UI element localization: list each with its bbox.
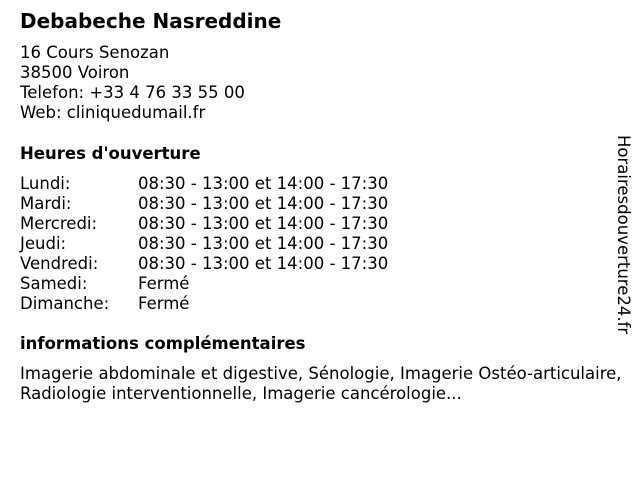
day-label: Samedi: bbox=[20, 274, 88, 293]
hours-heading: Heures d'ouverture bbox=[20, 144, 201, 163]
day-hours: Fermé bbox=[138, 294, 190, 313]
additional-info-text: Imagerie abdominale et digestive, Sénologie, Imagerie Ostéo-articulaire, Radiologie interventionnelle, Imagerie cancérologie... bbox=[20, 364, 622, 403]
day-hours: 08:30 - 13:00 et 14:00 - 17:30 bbox=[138, 214, 389, 233]
day-label: Dimanche: bbox=[20, 294, 110, 313]
additional-info-heading: informations complémentaires bbox=[20, 334, 306, 353]
phone-number: Telefon: +33 4 76 33 55 00 bbox=[20, 83, 245, 102]
day-label: Mardi: bbox=[20, 194, 72, 213]
day-hours: Fermé bbox=[138, 274, 190, 293]
website: Web: cliniquedumail.fr bbox=[20, 103, 206, 122]
day-label: Lundi: bbox=[20, 174, 71, 193]
day-hours: 08:30 - 13:00 et 14:00 - 17:30 bbox=[138, 194, 389, 213]
day-hours: 08:30 - 13:00 et 14:00 - 17:30 bbox=[138, 254, 389, 273]
city-postal: 38500 Voiron bbox=[20, 63, 130, 82]
day-hours: 08:30 - 13:00 et 14:00 - 17:30 bbox=[138, 174, 389, 193]
street-address: 16 Cours Senozan bbox=[20, 43, 170, 62]
address-block bbox=[20, 43, 245, 123]
day-label: Vendredi: bbox=[20, 254, 99, 273]
site-watermark: Horairesdouverture24.fr bbox=[614, 135, 633, 335]
day-hours: 08:30 - 13:00 et 14:00 - 17:30 bbox=[138, 234, 389, 253]
day-label: Jeudi: bbox=[20, 234, 67, 253]
business-name: Debabeche Nasreddine bbox=[20, 9, 282, 33]
day-label: Mercredi: bbox=[20, 214, 98, 233]
